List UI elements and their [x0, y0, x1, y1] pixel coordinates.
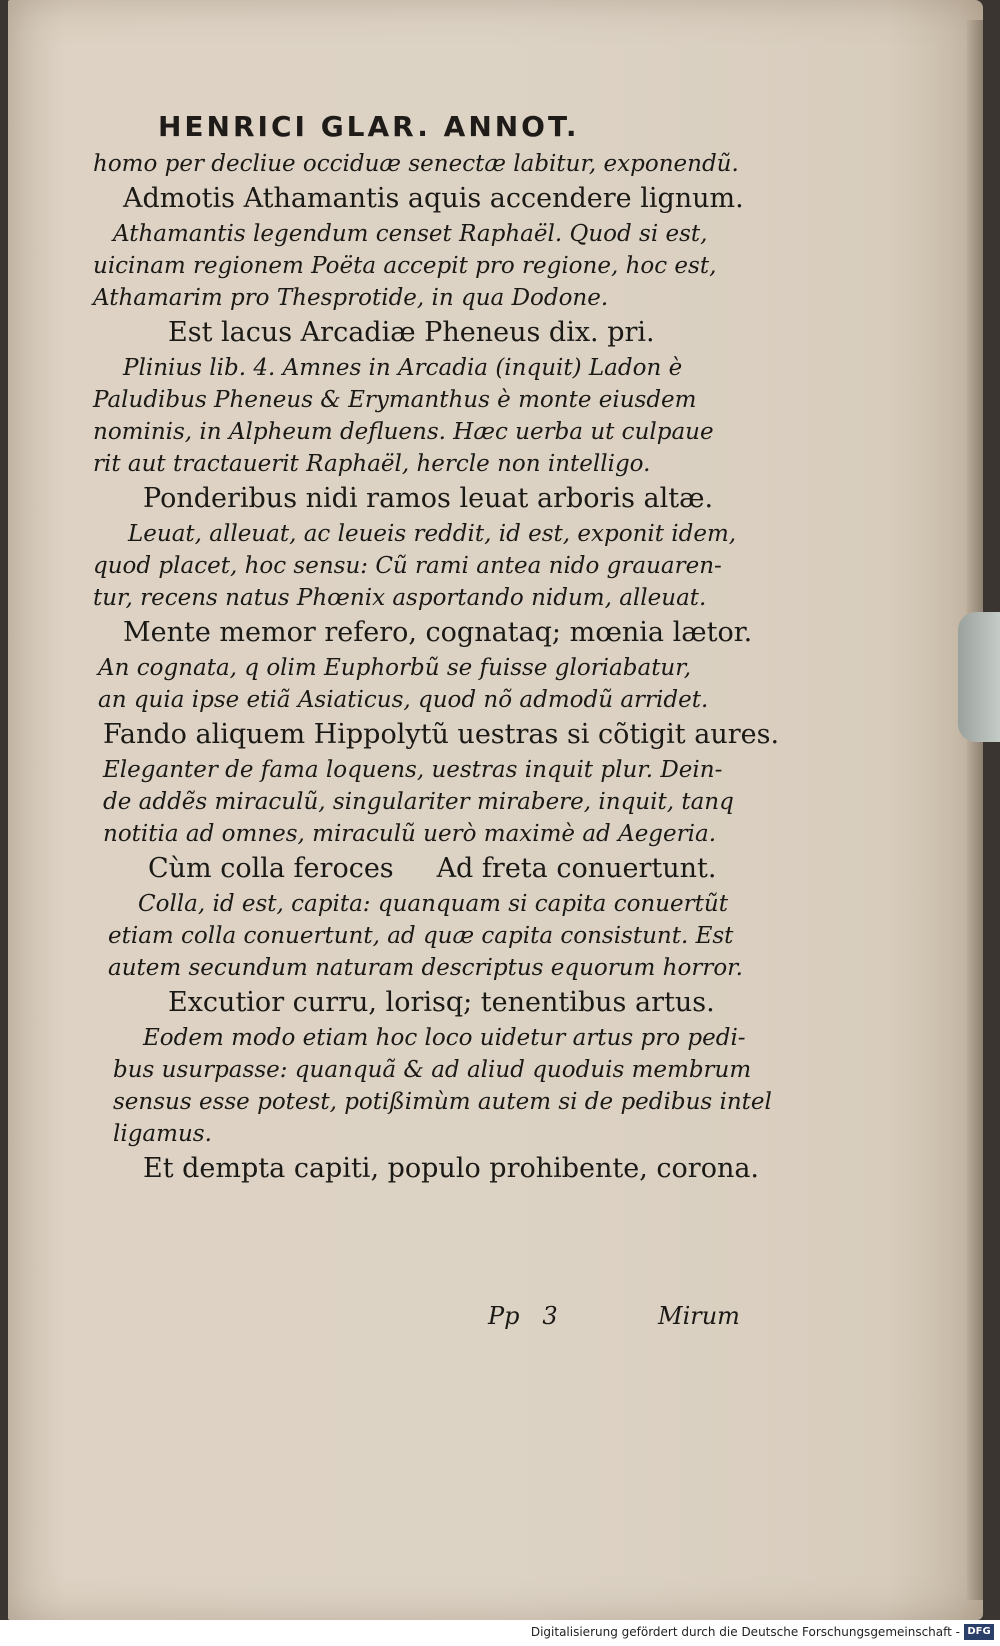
credit-text: Digitalisierung gefördert durch die Deutsche Forschungsgemeinschaft -	[530, 1625, 960, 1639]
credit-bar	[0, 1620, 1000, 1646]
text-line: Leuat, alleuat, ac leueis reddit, id est, exponit idem,	[128, 521, 737, 547]
page-edge	[967, 20, 983, 1600]
text-line: sensus esse potest, potißimùm autem si de pedibus intel	[113, 1089, 772, 1115]
page-footer	[488, 1302, 788, 1336]
bookmark-tab	[958, 612, 1000, 742]
lemma-line: Mente memor refero, cognataq; mœnia lætor.	[123, 617, 753, 648]
text-line: An cognata, q olim Euphorbũ se fuisse gloriabatur,	[98, 655, 692, 681]
text-line: homo per decliue occiduæ senectæ labitur, exponendũ.	[93, 151, 739, 177]
text-line: Colla, id est, capita: quanquam si capita conuertũt	[138, 891, 728, 917]
lemma-line: Ponderibus nidi ramos leuat arboris altæ.	[143, 483, 714, 514]
text-line: an quia ipse etiã Asiaticus, quod nõ admodũ arridet.	[98, 687, 709, 713]
text-line: quod placet, hoc sensu: Cũ rami antea nido grauaren-	[93, 553, 722, 579]
lemma-line: Est lacus Arcadiæ Pheneus dix. pri.	[168, 317, 655, 348]
text-line: uicinam regionem Poëta accepit pro regione, hoc est,	[93, 253, 717, 279]
text-line: nominis, in Alpheum defluens. Hæc uerba ut culpaue	[93, 419, 714, 445]
lemma-line: Admotis Athamantis aquis accendere lignum.	[123, 183, 744, 214]
text-line: Athamarim pro Thesprotide, in qua Dodone.	[93, 285, 609, 311]
text-line: rit aut tractauerit Raphaël, hercle non intelligo.	[93, 451, 651, 477]
text-line: de addẽs miraculũ, singulariter mirabere, inquit, tanq	[103, 789, 734, 815]
text-line: ligamus.	[113, 1121, 212, 1147]
lemma-line: Excutior curru, lorisq; tenentibus artus.	[168, 987, 715, 1018]
book-page	[8, 0, 983, 1620]
running-title: HENRICI GLAR. ANNOT.	[158, 110, 580, 143]
text-line: Paludibus Pheneus & Erymanthus è monte eiusdem	[93, 387, 697, 413]
text-line: notitia ad omnes, miraculũ uerò maximè ad Aegeria.	[103, 821, 717, 847]
text-line: Eodem modo etiam hoc loco uidetur artus pro pedi-	[143, 1025, 746, 1051]
lemma-line: Fando aliquem Hippolytũ uestras si cõtigit aures.	[103, 719, 780, 750]
text-line: Plinius lib. 4. Amnes in Arcadia (inquit) Ladon è	[123, 355, 683, 381]
lemma-line: Cùm colla feroces Ad freta conuertunt.	[148, 853, 717, 884]
text-line: bus usurpasse: quanquã & ad aliud quoduis membrum	[113, 1057, 752, 1083]
dfg-logo: DFG	[964, 1624, 994, 1640]
text-line: autem secundum naturam descriptus equorum horror.	[108, 955, 743, 981]
signature-mark: Pp 3	[488, 1302, 558, 1330]
text-line: etiam colla conuertunt, ad quæ capita consistunt. Est	[108, 923, 734, 949]
text-line: Athamantis legendum censet Raphaël. Quod si est,	[113, 221, 708, 247]
text-block	[93, 148, 783, 1188]
lemma-line: Et dempta capiti, populo prohibente, corona.	[143, 1153, 760, 1184]
text-line: tur, recens natus Phœnix asportando nidum, alleuat.	[93, 585, 707, 611]
text-line: Eleganter de fama loquens, uestras inquit plur. Dein-	[103, 757, 723, 783]
catchword: Mirum	[658, 1302, 740, 1330]
